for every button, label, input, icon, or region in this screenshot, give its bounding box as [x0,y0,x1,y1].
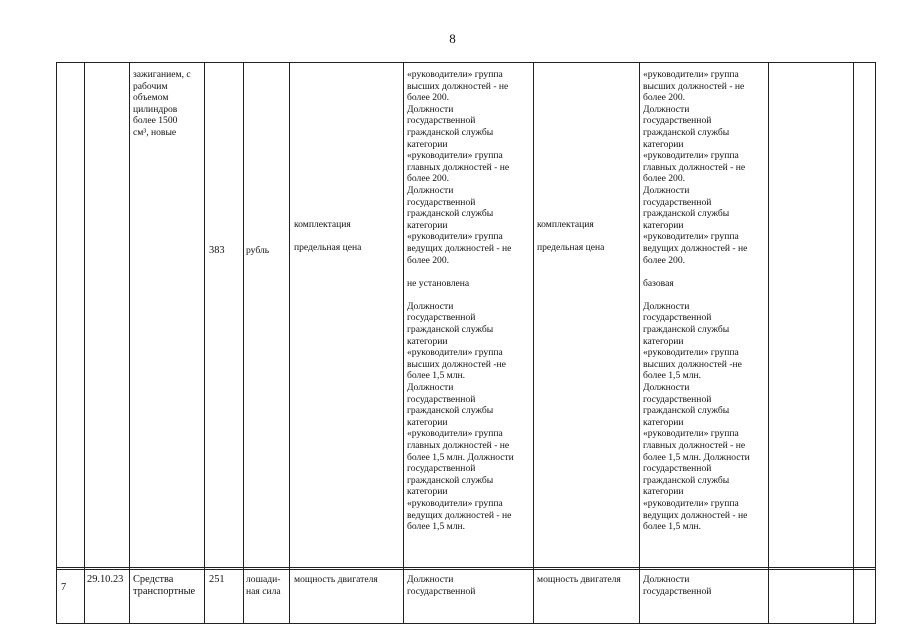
col-border [853,62,854,624]
okpd2-code: 29.10.23 [87,574,124,585]
col-border [204,62,205,624]
characteristic-name-approved: комплектация предельная цена [294,219,362,254]
requirements-table [56,62,876,624]
table-bottom-border [56,623,876,624]
row-divider-inner [56,569,876,570]
characteristic-value-state-body: Должности государственной [643,574,712,597]
characteristic-value-approved: Должности государственной [407,574,476,597]
col-border [56,62,57,624]
characteristic-name-state-body: комплектация предельная цена [537,219,605,254]
col-border [403,62,404,624]
col-border [768,62,769,624]
item-name: Средства транспортные [133,574,196,597]
page-number: 8 [449,31,456,46]
characteristic-value-approved: «руководители» группа высших должностей - не более 200. Должности государственной гражданской службы категории «руководители» группа главных должностей - не более 200. Должности государственной гражданской службы категории «руководители» группа ведущих должностей - не более 200. не установлена Должности государственной гражданской службы категории «руководители» группа высших должностей -не более 1,5 млн. Должности государственной гражданской службы категории «руководители» группа главных должностей - не более 1,5 млн. Должности государственной гражданской службы категории «руководители» группа ведущих должностей - не более 1,5 млн. [407,69,514,533]
row-number: 7 [61,582,67,593]
item-name-continued: зажиганием, с рабочим объемом цилиндров более 1500 см³, новые [133,69,191,138]
col-border [875,62,876,624]
characteristic-name-state-body: мощность двигателя [537,574,621,585]
col-border [289,62,290,624]
col-border [129,62,130,624]
okei-unit-name: рубль [246,245,270,256]
table-top-border [56,62,876,63]
col-border [639,62,640,624]
okei-code: 383 [209,245,225,256]
okei-code: 251 [209,574,225,585]
col-border [533,62,534,624]
row-divider [56,567,876,568]
okei-unit-name: лошади- ная сила [246,574,281,597]
characteristic-name-approved: мощность двигателя [294,574,378,585]
col-border [84,62,85,624]
col-border [243,62,244,624]
characteristic-value-state-body: «руководители» группа высших должностей - не более 200. Должности государственной гражданской службы категории «руководители» группа главных должностей - не более 200. Должности государственной гражданской службы категории «руководители» группа ведущих должностей - не более 200. базовая Должности государственной гражданской службы категории «руководители» группа высших должностей -не более 1,5 млн. Должности государственной гражданской службы категории «руководители» группа главных должностей - не более 1,5 млн. Должности государственной гражданской службы категории «руководители» группа ведущих должностей - не более 1,5 млн. [643,69,750,533]
